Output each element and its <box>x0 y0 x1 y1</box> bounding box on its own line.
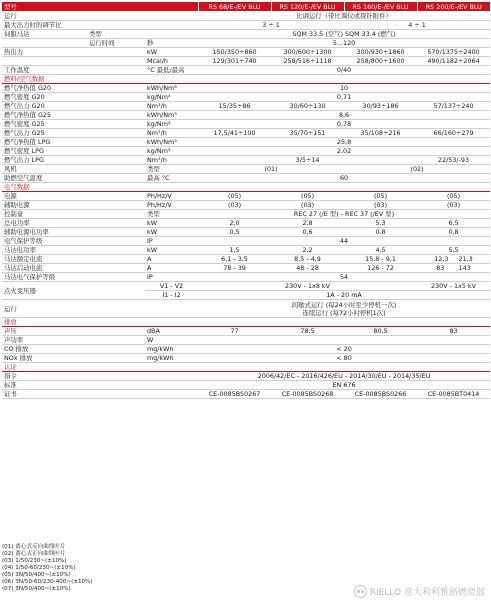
section-title: 燃料/空气数据 <box>2 75 490 84</box>
row-label: 燃气出力 G20 <box>2 102 145 111</box>
cell: (05) <box>198 192 271 201</box>
footnote: (03) 1/50/230~(±10%) <box>2 558 67 564</box>
row-unit: kWh/Nm³ <box>145 111 198 120</box>
row-fan <box>2 165 490 174</box>
row-noise <box>2 327 490 336</box>
section-title: 电气数据 <box>2 183 490 192</box>
row-g20-density <box>2 93 490 102</box>
cell: 78 - 39 <box>198 264 271 273</box>
row-value: 5...120 <box>198 39 490 48</box>
row-label: CO 排放 <box>2 345 145 354</box>
cell-part: 12,3 <box>434 255 449 263</box>
cell: 6,1 - 3,5 <box>198 255 271 264</box>
specifications-table <box>2 2 490 399</box>
wechat-icon <box>354 585 367 598</box>
section-title: 认证 <box>2 363 490 372</box>
cell: 78,5 <box>271 327 344 336</box>
row-value: 比调运行（带比调仪或探针附件） <box>198 12 490 21</box>
row-unit: I1 - I2 <box>145 291 198 300</box>
row-value: 3/5÷14 <box>198 156 417 165</box>
row-value: 22/53/-93 <box>417 156 490 165</box>
cell: 150/350÷860 <box>198 48 271 57</box>
row-unit: IP <box>145 237 198 246</box>
row-unit: A <box>145 255 198 264</box>
cell: 126 - 72 <box>344 264 417 273</box>
cell: 77 <box>198 327 271 336</box>
row-unit: kW <box>145 246 198 255</box>
row-turndown <box>2 21 490 30</box>
row-label: 助燃空气温度 <box>2 174 145 183</box>
cell: 300/930÷1860 <box>344 48 417 57</box>
row-value: 2,02 <box>198 147 490 156</box>
row-operating-mode <box>2 300 490 318</box>
row-unit: kg/Nm³ <box>145 147 198 156</box>
row-value: 0/40 <box>198 66 490 75</box>
row-unit: A <box>145 264 198 273</box>
cell: (03) <box>198 201 271 210</box>
spec-sheet <box>2 2 489 399</box>
row-sublabel: 类型 <box>87 30 198 39</box>
cell: 129/301÷740 <box>198 57 271 66</box>
row-label: 燃气密度 G20 <box>2 93 145 102</box>
cell: 0,5 <box>198 228 271 237</box>
row-label: 总电功率 <box>2 219 145 228</box>
cell: 258/516÷1118 <box>271 57 344 66</box>
row-unit: dBA <box>145 327 198 336</box>
row-g20-flow <box>2 102 490 111</box>
cell: 6,5 <box>417 219 490 228</box>
cell: CE-0085BS0267 <box>198 390 271 399</box>
footnote: (04) 1/50-60/230~(±10%) <box>2 565 76 571</box>
row-label: 辅助电源电功率 <box>2 228 145 237</box>
row-value: REC 27 (/E 型) - REC 37 (/EV 型) <box>198 210 490 219</box>
row-value: < 20 <box>198 345 490 354</box>
cell-part: 143 <box>458 264 471 272</box>
row-label: 电气保护等级 <box>2 237 145 246</box>
row-lpg-ncv <box>2 138 490 147</box>
row-heat-mcal <box>2 57 490 66</box>
row-motor-rated-current <box>2 255 490 264</box>
operating-mode-line-2: 连续运行 (每72小时停机1次) <box>302 308 386 317</box>
cell: 30/93÷186 <box>344 102 417 111</box>
header-title: 型号 <box>2 2 198 12</box>
footnote: (01) 离心式反向曲线叶片 <box>2 544 66 550</box>
row-unit: Nm³/h <box>145 129 198 138</box>
row-label: 标准 <box>2 381 198 390</box>
row-certificate <box>2 390 490 399</box>
row-label: 燃气净热值 LPG <box>2 138 145 147</box>
row-ignition-voltage <box>2 282 490 291</box>
row-g25-density <box>2 120 490 129</box>
cell: 5,3 <box>344 219 417 228</box>
cell <box>417 255 490 264</box>
row-motor-power <box>2 246 490 255</box>
row-label: 声压 <box>2 327 145 336</box>
row-label: 辅助电源 <box>2 201 145 210</box>
cell: 490/1182÷2064 <box>417 57 490 66</box>
row-label: 点火变压器 <box>2 282 145 300</box>
row-value: 25,8 <box>198 138 490 147</box>
cell: 2,0 <box>198 219 271 228</box>
row-unit: 类型 <box>145 165 198 174</box>
row-label: 控制盒 <box>2 210 145 219</box>
row-label: 燃气密度 LPG <box>2 147 145 156</box>
row-unit: Ph/Hz/V <box>145 201 198 210</box>
row-servo-type <box>2 30 490 39</box>
footnote: (05) 3N/50/400~(±10%) <box>2 572 71 578</box>
cell: 0,8 <box>417 228 490 237</box>
row-standard <box>2 381 490 390</box>
row-label: 马达电气保护等级 <box>2 273 145 282</box>
row-label: NOx 排放 <box>2 354 145 363</box>
row-sublabel: 运行时间 <box>87 39 145 48</box>
row-unit: mg/kWh <box>145 345 198 354</box>
row-value: (02) <box>344 165 490 174</box>
cell: (03) <box>344 201 417 210</box>
model-rs200: RS 200/E-/EV BLU <box>417 2 490 12</box>
row-value: 10 <box>198 84 490 93</box>
row-label: 运行 <box>2 300 198 318</box>
model-rs120: RS 120/E-/EV BLU <box>271 2 344 12</box>
row-label: 燃气出力 LPG <box>2 156 145 165</box>
row-unit: W <box>145 336 198 345</box>
row-value: 0,71 <box>198 93 490 102</box>
cell-part: 21,3 <box>458 255 473 263</box>
cell: 15/35÷86 <box>198 102 271 111</box>
row-unit: kWh/Nm³ <box>145 84 198 93</box>
row-unit: kg/Nm³ <box>145 120 198 129</box>
row-label: 工作温度 <box>2 66 145 75</box>
row-label: 热出力 <box>2 48 145 57</box>
cell: CE-0085BS0266 <box>344 390 417 399</box>
row-value: SQM 33.5 (空气) SQM 33.4 (燃气) <box>198 30 490 39</box>
row-g20-ncv <box>2 84 490 93</box>
row-motor-start-current <box>2 264 490 273</box>
cell: 4,5 <box>344 246 417 255</box>
model-rs160: RS 160/E-/EV BLU <box>344 2 417 12</box>
row-label: 马达额定电流 <box>2 255 145 264</box>
row-aux-power <box>2 228 490 237</box>
watermark-text: RIELLO 意大利利雅路燃烧器 <box>369 588 485 598</box>
row-value: 54 <box>198 273 490 282</box>
cell: 0,8 <box>344 228 417 237</box>
row-unit: Mcal/h <box>145 57 198 66</box>
row-label: 证书 <box>2 390 198 399</box>
row-value: 3 ÷ 1 <box>198 21 344 30</box>
row-heat-kw <box>2 48 490 57</box>
cell: 2,2 <box>271 246 344 255</box>
cell-part: 83 <box>436 264 445 272</box>
row-g25-flow <box>2 129 490 138</box>
section-emissions <box>2 318 490 327</box>
row-co <box>2 345 490 354</box>
row-total-power <box>2 219 490 228</box>
row-servo-time <box>2 39 490 48</box>
row-unit: Ph/Hz/V <box>145 192 198 201</box>
cell: (05) <box>344 192 417 201</box>
cell: 300/600÷1300 <box>271 48 344 57</box>
cell: 1,5 <box>198 246 271 255</box>
cell: 83 <box>417 327 490 336</box>
row-label: 燃气净热值 G25 <box>2 111 145 120</box>
cell: 570/1375÷2400 <box>417 48 490 57</box>
row-directive <box>2 372 490 381</box>
row-nox <box>2 354 490 363</box>
row-label: 伺服马达 <box>2 30 87 39</box>
row-label: 马达电功率 <box>2 246 145 255</box>
row-unit: kW <box>145 228 198 237</box>
row-unit: °C 最低/最高 <box>145 66 198 75</box>
row-g25-ncv <box>2 111 490 120</box>
row-label: 燃气密度 G25 <box>2 120 145 129</box>
row-unit: kW <box>145 48 198 57</box>
row-noise-power <box>2 336 490 345</box>
row-unit: 秒 <box>145 39 198 48</box>
row-value <box>198 336 490 345</box>
row-value: (01) <box>198 165 344 174</box>
row-control-box <box>2 210 490 219</box>
row-combustion-air <box>2 174 490 183</box>
cell: (05) <box>417 192 490 201</box>
row-unit: V1 - V2 <box>145 282 198 291</box>
row-label: 声功率 <box>2 336 145 345</box>
row-unit: mg/kWh <box>145 354 198 363</box>
row-value: 230V - 1x8 kV <box>198 282 417 291</box>
row-label: 马达启动电流 <box>2 264 145 273</box>
row-unit: kWh/Nm³ <box>145 138 198 147</box>
row-value: 0,78 <box>198 120 490 129</box>
header-row <box>2 2 490 12</box>
row-unit: Nm³/h <box>145 102 198 111</box>
row-unit: kW <box>145 219 198 228</box>
cell: 48 - 28 <box>271 264 344 273</box>
row-unit: 类型 <box>145 210 198 219</box>
section-title: 排放 <box>2 318 490 327</box>
row-value: 230V - 1x5 kV <box>417 282 490 291</box>
row-operation <box>2 12 490 21</box>
cell: CE-0085BT0414 <box>417 390 490 399</box>
operating-mode-line-1: 间歇式运行 (每24小时至少停机一次) <box>291 300 397 309</box>
cell: (05) <box>271 192 344 201</box>
footnote: (02) 离心式正向曲线叶片 <box>2 551 66 557</box>
row-unit: Nm³/h <box>145 156 198 165</box>
row-label: 电源 <box>2 192 145 201</box>
row-power-supply <box>2 192 490 201</box>
cell: (03) <box>271 201 344 210</box>
cell: 30/60÷130 <box>271 102 344 111</box>
row-unit: IP <box>145 273 198 282</box>
row-lpg-flow <box>2 156 490 165</box>
cell: 66/160÷279 <box>417 129 490 138</box>
cell: 57/137÷240 <box>417 102 490 111</box>
row-value: 4 ÷ 1 <box>344 21 490 30</box>
cell: 2,8 <box>271 219 344 228</box>
row-unit: 最高 °C <box>145 174 198 183</box>
cell: 8,5 - 4,9 <box>271 255 344 264</box>
cell: 5,5 <box>417 246 490 255</box>
row-value: < 80 <box>198 354 490 363</box>
row-value: EN 676 <box>198 381 490 390</box>
cell: 35/70÷151 <box>271 129 344 138</box>
row-unit: kg/Nm³ <box>145 93 198 102</box>
row-motor-protection <box>2 273 490 282</box>
watermark <box>354 585 485 598</box>
row-work-temp <box>2 66 490 75</box>
cell: 17,5/41÷100 <box>198 129 271 138</box>
section-certification <box>2 363 490 372</box>
row-value: 60 <box>198 174 490 183</box>
model-rs68: RS 68/E-/EV BLU <box>198 2 271 12</box>
cell: 15,8 - 9,1 <box>344 255 417 264</box>
section-electrical <box>2 183 490 192</box>
row-value: 2006/42/EC - 2016/426/EU - 2014/30/EU - 2014/35/EU <box>198 372 490 381</box>
row-label: 燃气净热值 G20 <box>2 84 145 93</box>
cell: 258/800÷1600 <box>344 57 417 66</box>
row-lpg-density <box>2 147 490 156</box>
section-fuel-air <box>2 75 490 84</box>
row-value: 1A - 20 mA <box>198 291 490 300</box>
row-value: 8,6 <box>198 111 490 120</box>
row-label: 最大出力时的调节比 <box>2 21 198 30</box>
footnote: (06) 3N/50-60/230-400~(±10%) <box>2 579 93 585</box>
row-value <box>198 300 490 318</box>
row-label: 运行 <box>2 12 198 21</box>
cell: 35/108÷216 <box>344 129 417 138</box>
row-label: 风机 <box>2 165 145 174</box>
row-value: 44 <box>198 237 490 246</box>
cell <box>417 264 490 273</box>
cell: 80,5 <box>344 327 417 336</box>
row-aux-supply <box>2 201 490 210</box>
footnote: (07) 3N/50/400~(±10%) <box>2 586 71 592</box>
row-label: 指令 <box>2 372 198 381</box>
cell: CE-0085BS0268 <box>271 390 344 399</box>
cell: (03) <box>417 201 490 210</box>
row-protection <box>2 237 490 246</box>
row-label: 燃气出力 G25 <box>2 129 145 138</box>
cell: 0,6 <box>271 228 344 237</box>
